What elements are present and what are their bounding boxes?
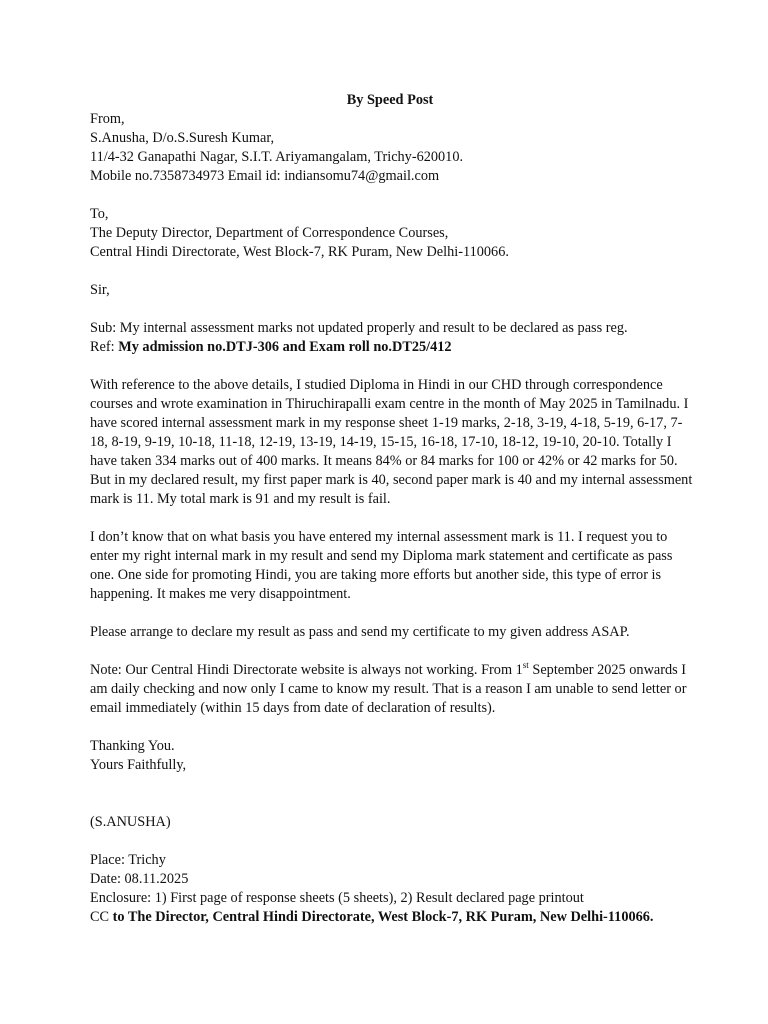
to-label: To, xyxy=(90,206,109,222)
from-label: From, xyxy=(90,111,125,127)
spacer xyxy=(90,357,690,376)
recipient-line-2: Central Hindi Directorate, West Block-7, RK Puram, New Delhi-110066. xyxy=(90,244,509,260)
note-text-start: Note: Our Central Hindi Directorate website is always not working. From 1 xyxy=(90,662,523,678)
sender-address: 11/4-32 Ganapathi Nagar, S.I.T. Ariyamangalam, Trichy-620010. xyxy=(90,149,464,165)
date-line: Date: 08.11.2025 xyxy=(90,871,189,887)
salutation: Sir, xyxy=(90,282,110,298)
paragraph-line: But in my declared result, my first paper mark is 40, second paper mark is 40 and my internal assessment xyxy=(90,472,693,488)
ordinal-superscript: st xyxy=(522,660,529,671)
body-paragraph-3: Please arrange to declare my result as pass and send my certificate to my given address ASAP. xyxy=(90,624,630,640)
paragraph-line: courses and wrote examination in Thiruchirapalli exam centre in the month of May 2025 in Tamilnadu. I xyxy=(90,396,689,412)
spacer xyxy=(90,604,690,623)
paragraph-line: happening. It makes me very disappointment. xyxy=(90,586,351,602)
thanks-line: Thanking You. xyxy=(90,738,175,754)
note-text-end: September 2025 onwards I xyxy=(528,662,687,678)
spacer xyxy=(90,300,690,319)
paragraph-line: 18, 8-19, 9-19, 10-18, 11-18, 12-19, 13-19, 14-19, 15-15, 16-18, 17-10, 18-12, 19-10, 20-10. Totally I xyxy=(90,434,672,450)
reference-line xyxy=(90,338,690,357)
letter-document xyxy=(90,91,693,927)
body-paragraph-1 xyxy=(90,376,693,509)
spacer xyxy=(90,509,690,528)
spacer xyxy=(90,718,690,737)
note-line-3: email immediately (within 15 days from date of declaration of results). xyxy=(90,700,496,716)
cc-line xyxy=(90,908,690,927)
sign-off: Yours Faithfully, xyxy=(90,757,187,773)
subject-line: Sub: My internal assessment marks not updated properly and result to be declared as pass reg. xyxy=(90,320,628,336)
paragraph-line: enter my right internal mark in my result and send my Diploma mark statement and certificate as pass xyxy=(90,548,673,564)
reference-label: Ref: xyxy=(90,339,119,355)
note-line-1 xyxy=(90,661,690,680)
paragraph-line: one. One side for promoting Hindi, you are taking more efforts but another side, this type of error is xyxy=(90,567,662,583)
signature-name: (S.ANUSHA) xyxy=(90,814,171,830)
paragraph-line: have scored internal assessment mark in my response sheet 1-19 marks, 2-18, 3-19, 4-18, 5-19, 6-17, 7- xyxy=(90,415,683,431)
spacer xyxy=(90,832,690,851)
sender-contact: Mobile no.7358734973 Email id: indiansomu74@gmail.com xyxy=(90,168,440,184)
place-line: Place: Trichy xyxy=(90,852,166,868)
paragraph-line: With reference to the above details, I studied Diploma in Hindi in our CHD through correspondence xyxy=(90,377,663,393)
cc-text: to The Director, Central Hindi Directorate, West Block-7, RK Puram, New Delhi-110066. xyxy=(112,909,654,925)
sender-name: S.Anusha, D/o.S.Suresh Kumar, xyxy=(90,130,275,146)
note-paragraph xyxy=(90,661,690,718)
note-line-2: am daily checking and now only I came to know my result. That is a reason I am unable to send letter or xyxy=(90,681,687,697)
cc-label: CC xyxy=(90,909,113,925)
body-paragraph-2 xyxy=(90,528,690,604)
letter-heading: By Speed Post xyxy=(346,92,434,108)
paragraph-line: have taken 334 marks out of 400 marks. It means 84% or 84 marks for 100 or 42% or 42 marks for 50. xyxy=(90,453,678,469)
spacer xyxy=(90,186,690,205)
signature-space xyxy=(90,775,690,813)
recipient-line-1: The Deputy Director, Department of Correspondence Courses, xyxy=(90,225,449,241)
paragraph-line: mark is 11. My total mark is 91 and my result is fail. xyxy=(90,491,391,507)
paragraph-line: I don’t know that on what basis you have entered my internal assessment mark is 11. I request you to xyxy=(90,529,668,545)
spacer xyxy=(90,262,690,281)
reference-text: My admission no.DTJ-306 and Exam roll no.DT25/412 xyxy=(118,339,452,355)
enclosure-line: Enclosure: 1) First page of response sheets (5 sheets), 2) Result declared page printout xyxy=(90,890,584,906)
spacer xyxy=(90,642,690,661)
